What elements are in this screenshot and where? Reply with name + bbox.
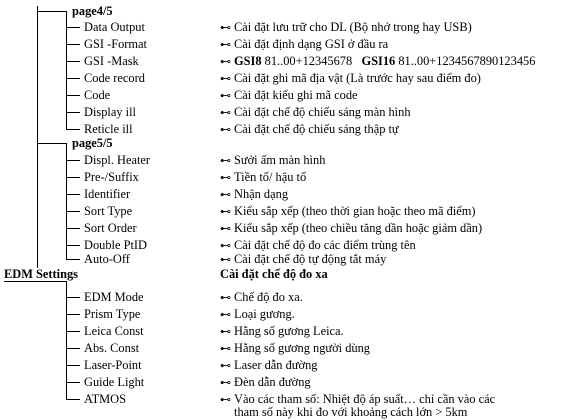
desc-text: Cài đặt chế độ tự động tắt máy — [234, 252, 387, 266]
arrow-icon: ⊷ — [220, 377, 231, 389]
arrow-icon: ⊷ — [220, 107, 231, 119]
tick — [66, 27, 80, 28]
tick — [66, 177, 80, 178]
tick — [66, 331, 80, 332]
menu-item-pre-suffix: Pre-/Suffix — [84, 170, 139, 184]
desc-display-ill — [220, 105, 411, 120]
tick — [66, 160, 80, 161]
desc-edm-mode — [220, 290, 303, 305]
desc-gsi-format — [220, 37, 388, 52]
tick — [66, 61, 80, 62]
edm-underline — [4, 281, 67, 282]
desc-text: Laser dẫn đường — [234, 358, 318, 372]
desc-text: Kiểu sắp xếp (theo thời gian hoặc theo mã điểm) — [234, 204, 476, 218]
menu-item-edm-mode: EDM Mode — [84, 290, 144, 304]
arrow-icon: ⊷ — [220, 124, 231, 136]
menu-item-gsi-mask: GSI -Mask — [84, 54, 139, 68]
desc-text: Kiểu sắp xếp (theo chiều tăng dần hoặc giảm dần) — [234, 221, 483, 235]
menu-item-gsi-format: GSI -Format — [84, 37, 147, 51]
desc-text: Hằng số gương người dùng — [234, 341, 370, 355]
menu-item-code: Code — [84, 88, 111, 102]
desc-abs-const — [220, 341, 370, 356]
tick — [66, 228, 80, 229]
tick — [66, 95, 80, 96]
tree-branch-page4 — [37, 11, 67, 12]
arrow-icon: ⊷ — [220, 172, 231, 184]
desc-leica-const — [220, 324, 344, 339]
desc-text: Cài đặt chế độ đo các điểm trùng tên — [234, 238, 416, 252]
arrow-icon: ⊷ — [220, 292, 231, 304]
arrow-icon: ⊷ — [220, 189, 231, 201]
arrow-icon: ⊷ — [220, 73, 231, 85]
desc-auto-off — [220, 252, 386, 267]
desc-gsi16: GSI16 — [361, 54, 396, 68]
menu-item-sort-order: Sort Order — [84, 221, 137, 235]
tick — [66, 245, 80, 246]
desc-text: Cài đặt chế độ chiếu sáng thập tự — [234, 122, 399, 136]
menu-item-sort-type: Sort Type — [84, 204, 133, 218]
arrow-icon: ⊷ — [220, 254, 231, 266]
arrow-icon: ⊷ — [220, 56, 231, 68]
tick — [66, 348, 80, 349]
tick — [66, 314, 80, 315]
page4-title: page4/5 — [72, 4, 113, 18]
arrow-icon: ⊷ — [220, 22, 231, 34]
arrow-icon: ⊷ — [220, 155, 231, 167]
menu-item-code-record: Code record — [84, 71, 145, 85]
desc-double-ptid — [220, 238, 416, 253]
tick — [66, 259, 80, 260]
desc-reticle-ill — [220, 122, 399, 137]
edm-settings-title: EDM Settings — [4, 267, 78, 281]
desc-text: Đèn dẫn đường — [234, 375, 311, 389]
menu-item-leica-const: Leica Const — [84, 324, 144, 338]
desc-text: Cài đặt ghi mã địa vật (Là trước hay sau điểm đo) — [234, 71, 481, 85]
page5-title: page5/5 — [72, 136, 113, 150]
desc-text: Nhận dạng — [234, 187, 289, 201]
menu-item-displ-heater: Displ. Heater — [84, 153, 151, 167]
desc-code — [220, 88, 358, 103]
menu-item-identifier: Identifier — [84, 187, 131, 201]
edm-heading: Cài đặt chế độ đo xa — [220, 267, 328, 281]
desc-data-output — [220, 20, 472, 35]
tick — [66, 194, 80, 195]
arrow-icon: ⊷ — [220, 343, 231, 355]
menu-item-auto-off: Auto-Off — [84, 252, 130, 266]
desc-text: Vào các tham số: Nhiệt độ áp suất… chỉ cần vào các — [234, 392, 496, 406]
menu-item-prism-type: Prism Type — [84, 307, 141, 321]
desc-gsi8: GSI8 — [234, 54, 262, 68]
desc-text: Cài đặt kiểu ghi mã code — [234, 88, 358, 102]
tick — [66, 297, 80, 298]
arrow-icon: ⊷ — [220, 39, 231, 51]
desc-pre-suffix — [220, 170, 306, 185]
desc-prism-type — [220, 307, 295, 322]
tick — [66, 78, 80, 79]
tick — [66, 399, 80, 400]
arrow-icon: ⊷ — [220, 326, 231, 338]
desc-text: Loại gương. — [234, 307, 295, 321]
desc-laser-point — [220, 358, 317, 373]
menu-item-data-output: Data Output — [84, 20, 145, 34]
tree-spine-main — [37, 6, 38, 268]
desc-sort-type — [220, 204, 476, 219]
menu-item-reticle-ill: Reticle ill — [84, 122, 133, 136]
arrow-icon: ⊷ — [220, 206, 231, 218]
desc-identifier — [220, 187, 288, 202]
desc-text: Cài đặt chế độ chiếu sáng màn hình — [234, 105, 411, 119]
arrow-icon: ⊷ — [220, 240, 231, 252]
arrow-icon: ⊷ — [220, 223, 231, 235]
arrow-icon: ⊷ — [220, 309, 231, 321]
menu-item-display-ill: Display ill — [84, 105, 136, 119]
desc-sort-order — [220, 221, 482, 236]
tree-branch-page5 — [37, 143, 67, 144]
desc-text: Sưởi ấm màn hình — [234, 153, 326, 167]
tick — [66, 211, 80, 212]
desc-gsi-mask — [220, 54, 535, 69]
arrow-icon: ⊷ — [220, 360, 231, 372]
desc-atmos-line2: tham số này khi đo với khoảng cách lớn > 5km — [234, 405, 468, 419]
tick — [66, 365, 80, 366]
menu-item-double-ptid: Double PtID — [84, 238, 147, 252]
tick — [66, 382, 80, 383]
desc-guide-light — [220, 375, 311, 390]
desc-text: Hằng số gương Leica. — [234, 324, 344, 338]
menu-item-abs-const: Abs. Const — [84, 341, 140, 355]
desc-text: Cài đặt lưu trữ cho DL (Bộ nhớ trong hay USB) — [234, 20, 472, 34]
desc-text: Cài đặt định dạng GSI ở đầu ra — [234, 37, 389, 51]
desc-code-record — [220, 71, 481, 86]
desc-displ-heater — [220, 153, 325, 168]
menu-item-guide-light: Guide Light — [84, 375, 145, 389]
menu-item-laser-point: Laser-Point — [84, 358, 142, 372]
tick — [66, 129, 80, 130]
tick — [66, 44, 80, 45]
desc-text: Chế độ đo xa. — [234, 290, 303, 304]
desc-gsi8-value: 81..00+12345678 — [261, 54, 362, 68]
desc-text: Tiền tố/ hậu tố — [234, 170, 307, 184]
desc-gsi16-value: 81..00+1234567890123456 — [395, 54, 536, 68]
menu-item-atmos: ATMOS — [84, 392, 126, 406]
arrow-icon: ⊷ — [220, 90, 231, 102]
arrow-icon: ⊷ — [220, 394, 231, 406]
tick — [66, 112, 80, 113]
